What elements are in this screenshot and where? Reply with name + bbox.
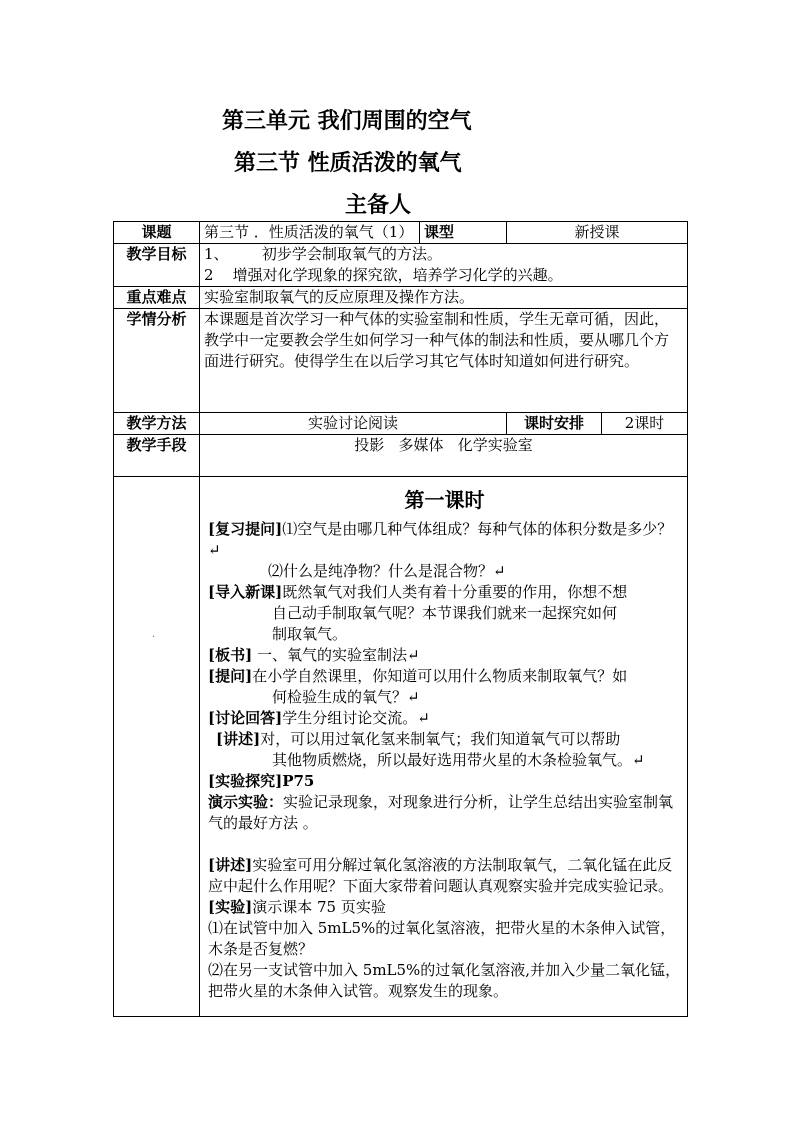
review-question-1: ⑴空气是由哪几种气体组成？每种气体的体积分数是多少？↵ (208, 520, 673, 559)
lesson-title: 第一课时 (404, 488, 485, 512)
topic-value: 第三节 ．性质活泼的氧气（1） (200, 222, 420, 244)
preparer-label: 主备人 (345, 192, 412, 218)
intro-line-2: 自己动手制取氧气呢？本节课我们就来一起探究如何 (272, 604, 618, 622)
goals-label: 教学目标 (114, 244, 200, 287)
type-value: 新授课 (507, 222, 688, 244)
row-topic (114, 222, 688, 244)
board-tag: [板书] (208, 646, 253, 664)
stray-mark: · (152, 632, 156, 643)
topic-label: 课题 (114, 222, 200, 244)
lecture-tag: [讲述] (216, 730, 261, 748)
goal-item: 1、 初步学会制取氧气的方法。 (204, 245, 442, 263)
method-value: 实验讨论阅读 (200, 413, 507, 435)
ask-line-1: 在小学自然课里，你知道可以用什么物质来制取氧气？如 (252, 667, 628, 685)
key-value: 实验室制取氧气的反应原理及操作方法。 (200, 287, 688, 309)
analysis-label: 学情分析 (114, 309, 200, 413)
demo-text: 实验记录现象，对现象进行分析，让学生总结出实验室制氧气的最好方法 。 (208, 793, 674, 832)
hours-value: 2课时 (602, 413, 688, 435)
lecture2-tag: [讲述] (208, 856, 253, 874)
board-text: 一、氧气的实验室制法↵ (252, 646, 420, 664)
discuss-tag: [讨论回答] (208, 709, 283, 727)
lecture-line-2: 其他物质燃烧，所以最好选用带火星的木条检验氧气。↵ (272, 751, 645, 769)
intro-line-3: 制取氧气。 (272, 625, 348, 643)
demo-tag: 演示实验： (208, 793, 284, 811)
experiment-step-2: ⑵在另一支试管中加入 5mL5%的过氧化氢溶液,并加入少量二氧化锰，把带火星的木条伸入试管。观察发生的现象。 (208, 961, 681, 1000)
lesson-content (200, 477, 688, 1017)
goal-item: 2 增强对化学现象的探究欲，培养学习化学的兴趣。 (204, 266, 563, 284)
row-analysis (114, 309, 688, 413)
row-method (114, 413, 688, 435)
experiment-tag: [实验] (208, 898, 253, 916)
row-goals (114, 244, 688, 287)
experiment-text: 演示课本 75 页实验 (252, 898, 386, 916)
key-label: 重点难点 (114, 287, 200, 309)
experiment-step-1: ⑴在试管中加入 5mL5%的过氧化氢溶液，把带火星的木条伸入试管，木条是否复燃？ (208, 919, 676, 958)
row-means (114, 435, 688, 477)
lecture-line-1: 对，可以用过氧化氢来制氧气；我们知道氧气可以帮助 (260, 730, 621, 748)
means-value: 投影 多媒体 化学实验室 (200, 435, 688, 477)
intro-line-1: 既然氧气对我们人类有着十分重要的作用，你想不想 (282, 583, 628, 601)
row-lesson (114, 477, 688, 1017)
method-label: 教学方法 (114, 413, 200, 435)
row-key-points (114, 287, 688, 309)
review-tag: [复习提问] (208, 520, 283, 538)
discuss-text: 学生分组讨论交流。↵ (282, 709, 430, 727)
means-label: 教学手段 (114, 435, 200, 477)
type-label: 课型 (420, 222, 507, 244)
intro-tag: [导入新课] (208, 583, 283, 601)
unit-title: 第三单元 我们周围的空气 (222, 108, 472, 134)
analysis-value: 本课题是首次学习一种气体的实验室制和性质，学生无章可循，因此，教学中一定要教会学生如何学习一种气体的制法和性质，要从哪几个方面进行研究。使得学生在以后学习其它气体时知道如何进行研究。 (200, 309, 688, 413)
hours-label: 课时安排 (507, 413, 602, 435)
review-question-2: ⑵什么是纯净物？什么是混合物？↵ (268, 562, 506, 580)
lecture2-text: 实验室可用分解过氧化氢溶液的方法制取氧气，二氧化锰在此反应中起什么作用呢？下面大家带着问题认真观察实验并完成实验记录。 (208, 856, 674, 895)
goals-value (200, 244, 688, 287)
lesson-left-cell (114, 477, 200, 1017)
lesson-plan-table (113, 221, 688, 1017)
explore-line: [实验探究]P75 (208, 772, 315, 790)
section-title: 第三节 性质活泼的氧气 (234, 150, 462, 176)
ask-line-2: 何检验生成的氧气？↵ (272, 688, 420, 706)
ask-tag: [提问] (208, 667, 253, 685)
